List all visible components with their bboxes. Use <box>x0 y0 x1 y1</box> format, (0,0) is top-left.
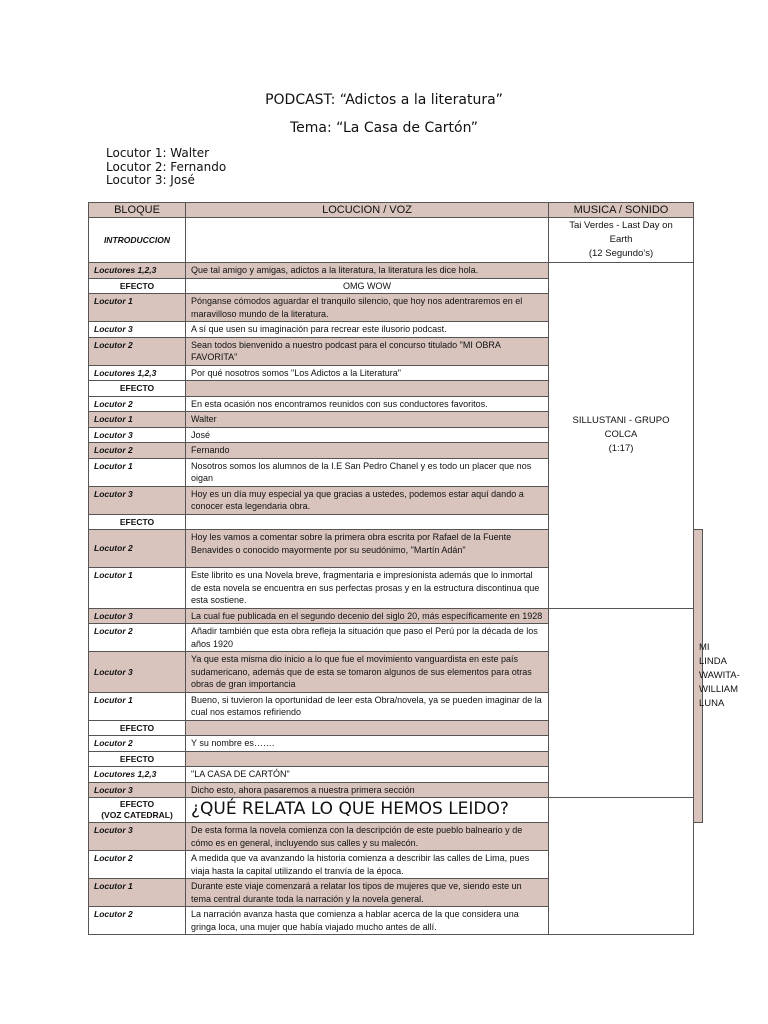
block-cell: Locutores 1,2,3 <box>89 365 186 381</box>
block-cell: EFECTO <box>89 751 186 767</box>
text-cell: Nosotros somos los alumnos de la I.E San Pedro Chanel y es todo un placer que nos oigan <box>186 458 549 486</box>
section-heading: ¿QUÉ RELATA LO QUE HEMOS LEIDO? <box>186 798 549 823</box>
text-cell: Dicho esto, ahora pasaremos a nuestra primera sección <box>186 782 549 798</box>
text-cell: Hoy es un día muy especial ya que gracias a ustedes, podemos estar aquí dando a conocer esta legendaria obra. <box>186 486 549 514</box>
text-cell: José <box>186 427 549 443</box>
text-cell: Que tal amigo y amigas, adictos a la literatura, la literatura les dice hola. <box>186 263 549 279</box>
block-cell: Locutores 1,2,3 <box>89 263 186 279</box>
music-cell <box>549 263 694 609</box>
music-line: (1:17) <box>608 443 634 455</box>
table-row <box>89 263 703 279</box>
header-musica: MUSICA / SONIDO <box>549 203 694 218</box>
table-row <box>89 608 703 624</box>
block-cell: Locutor 2 <box>89 337 186 365</box>
topic-title: Tema: “La Casa de Cartón” <box>290 120 478 136</box>
table-row <box>89 692 703 720</box>
text-cell: La narración avanza hasta que comienza a hablar acerca de la que considera una gringa loca, una mujer que había viajado mucho antes de allí. <box>186 907 549 935</box>
speaker-list <box>106 147 226 188</box>
block-cell: Locutor 3 <box>89 652 186 693</box>
text-cell: OMG WOW <box>186 278 549 294</box>
music-line: Tai Verdes - Last Day on <box>569 220 673 231</box>
block-cell: Locutor 2 <box>89 396 186 412</box>
text-cell: A medida que va avanzando la historia comienza a describir las calles de Lima, pues viaja hasta la capital utilizando el tranvía de la época. <box>186 851 549 879</box>
block-cell: Locutor 2 <box>89 624 186 652</box>
block-cell: EFECTO (VOZ CATEDRAL) <box>89 798 186 823</box>
header-bloque: BLOQUE <box>89 203 186 218</box>
text-cell: Sean todos bienvenido a nuestro podcast para el concurso titulado "MI OBRA FAVORITA" <box>186 337 549 365</box>
text-cell <box>186 218 549 263</box>
block-cell: Locutores 1,2,3 <box>89 767 186 783</box>
block-cell: Locutor 3 <box>89 486 186 514</box>
text-cell: Ya que esta misma dio inicio a lo que fue el movimiento vanguardista en este país sudamericano, además que de esta se tomaron algunos de sus elementos para otras obras de gran importancia <box>186 652 549 693</box>
text-cell: Por qué nosotros somos "Los Adictos a la Literatura" <box>186 365 549 381</box>
text-cell: Pónganse cómodos aguardar el tranquilo silencio, que hoy nos adentraremos en el maravilloso mundo de la literatura. <box>186 294 549 322</box>
table-row <box>89 798 703 823</box>
table-row <box>89 736 703 752</box>
block-cell: Locutor 1 <box>89 879 186 907</box>
block-cell: Locutor 2 <box>89 907 186 935</box>
text-cell: Este librito es una Novela breve, fragmentaria e impresionista además que lo inmortal de esta novela se encuentra en sus perfectas prosas y en la estructura discontinua que esta sostiene. <box>186 568 549 609</box>
speaker-3: Locutor 3: José <box>106 173 195 187</box>
music-line: Earth <box>609 234 633 245</box>
script-table <box>88 202 740 935</box>
header-locucion: LOCUCION / VOZ <box>186 203 549 218</box>
table-row <box>89 624 703 652</box>
block-cell: INTRODUCCION <box>89 218 186 263</box>
table-row <box>89 720 703 736</box>
speaker-1: Locutor 1: Walter <box>106 146 210 160</box>
music-line: SILLUSTANI - GRUPO <box>572 415 670 427</box>
music-cell-empty <box>549 798 694 935</box>
block-cell: Locutor 2 <box>89 851 186 879</box>
text-cell <box>186 720 549 736</box>
block-cell: Locutor 1 <box>89 568 186 609</box>
music-line: COLCA <box>604 429 638 441</box>
text-cell <box>186 751 549 767</box>
block-cell: Locutor 2 <box>89 736 186 752</box>
block-cell: Locutor 3 <box>89 608 186 624</box>
music-cell: MI LINDA WAWITA- WILLIAM LUNA <box>694 530 703 823</box>
speaker-2: Locutor 2: Fernando <box>106 159 227 174</box>
text-cell <box>186 514 549 530</box>
table-row <box>89 218 703 263</box>
podcast-title: PODCAST: “Adictos a la literatura” <box>265 92 503 108</box>
music-line: (12 Segundo’s) <box>588 248 654 259</box>
table-row <box>89 652 703 693</box>
table-row <box>89 751 703 767</box>
text-cell: Añadir también que esta obra refleja la situación que paso el Perú por la década de los años 1920 <box>186 624 549 652</box>
table-row <box>89 782 703 798</box>
text-cell: De esta forma la novela comienza con la descripción de este pueblo balneario y de cómo es en general, incluyendo sus calles y su malecón. <box>186 823 549 851</box>
block-cell: Locutor 1 <box>89 458 186 486</box>
text-cell: La cual fue publicada en el segundo decenio del siglo 20, más específicamente en 1928 <box>186 608 549 624</box>
block-cell: Locutor 2 <box>89 530 186 568</box>
text-cell: "LA CASA DE CARTÓN" <box>186 767 549 783</box>
text-cell: Durante este viaje comenzará a relatar los tipos de mujeres que ve, siendo este un tema central durante toda la narración y la novela general. <box>186 879 549 907</box>
text-cell: Walter <box>186 412 549 428</box>
text-cell: En esta ocasión nos encontramos reunidos con sus conductores favoritos. <box>186 396 549 412</box>
block-cell: Locutor 3 <box>89 427 186 443</box>
text-cell: Bueno, si tuvieron la oportunidad de leer esta Obra/novela, ya se pueden imaginar de la cual nos estamos refiriendo <box>186 692 549 720</box>
block-cell: Locutor 3 <box>89 782 186 798</box>
block-cell: Locutor 1 <box>89 692 186 720</box>
text-cell <box>186 381 549 397</box>
block-cell: Locutor 3 <box>89 823 186 851</box>
text-cell: Fernando <box>186 443 549 459</box>
block-cell: Locutor 1 <box>89 412 186 428</box>
text-cell: A sí que usen su imaginación para recrear este ilusorio podcast. <box>186 322 549 338</box>
music-cell <box>549 218 694 263</box>
table-header-row <box>89 203 703 218</box>
block-cell: Locutor 2 <box>89 443 186 459</box>
block-cell: Locutor 3 <box>89 322 186 338</box>
table-row <box>89 767 703 783</box>
block-cell: EFECTO <box>89 720 186 736</box>
block-cell: EFECTO <box>89 381 186 397</box>
block-cell: Locutor 1 <box>89 294 186 322</box>
block-cell: EFECTO <box>89 514 186 530</box>
text-cell: Y su nombre es……. <box>186 736 549 752</box>
block-cell: EFECTO <box>89 278 186 294</box>
text-cell: Hoy les vamos a comentar sobre la primera obra escrita por Rafael de la Fuente Benavides o conocido mayormente por su seudónimo, "Martín Adán" <box>186 530 549 568</box>
